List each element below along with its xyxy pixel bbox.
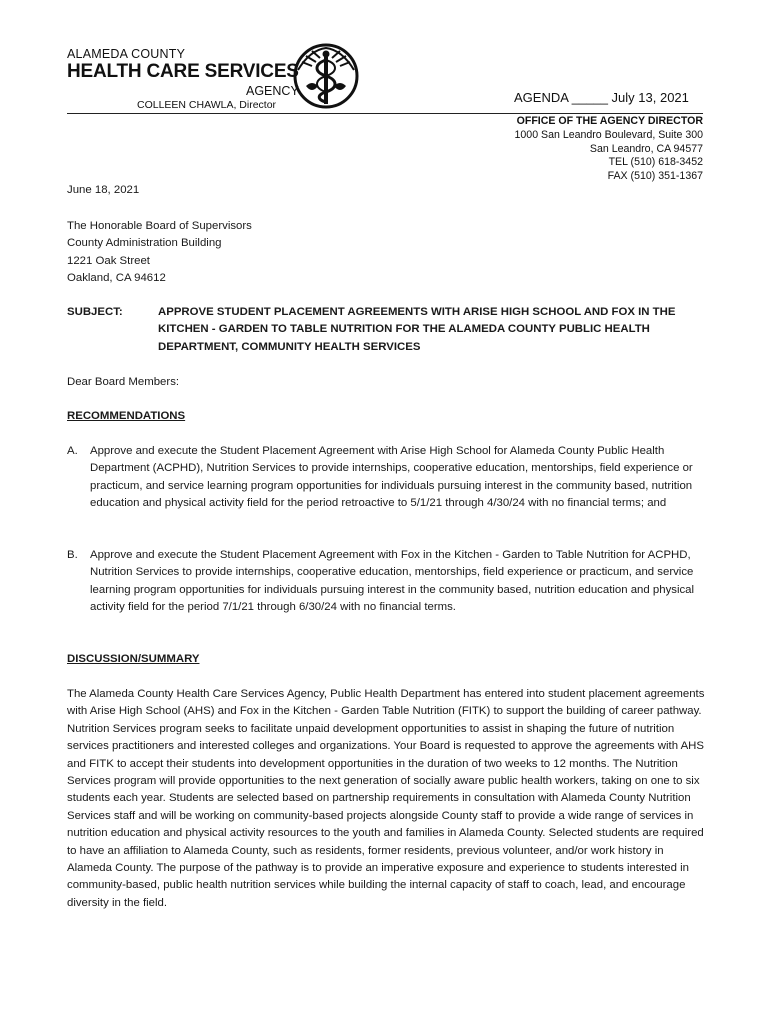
discussion-text: The Alameda County Health Care Services Agency, Public Health Department has entered into student placement agreements with Arise High School (AHS) and Fox in the Kitchen - Garden Table Nutrition (FITK) to support the building of career pathway. Nutrition Services program seeks to facilitate unpaid development opportunities to assist in shaping the future of nutrition services practitioners and interested colleges and organizations. Your Board is requested to approve the agreements with AHS and FITK to accept their students into development opportunities in the duration of two weeks to 12 months. The Nutrition Services program will provide opportunities to the next generation of socially aware public health workers, taking on one to six students each year. Students are selected based on partnership requirements in consultation with Alameda County Nutrition Services staff and will be working on community-based projects alongside County staff to provide a wide range of services in nutrition education and physical activity resources to the youth and families in Alameda County. Selected students are required to have an affiliation to Alameda County, such as residents, former residents, previous volunteer, and/or work history in Alameda County. The purpose of the pathway is to provide an imperative exposure and experience to students interested in community-based, public health nutrition services while building the internal capacity of staff to coach, lead, and encourage diversity in the field. — [67, 688, 705, 909]
addressee-line: 1221 Oak Street — [67, 254, 150, 267]
letter-date: June 18, 2021 — [67, 184, 140, 196]
subject-text: APPROVE STUDENT PLACEMENT AGREEMENTS WITH ARISE HIGH SCHOOL AND FOX IN THE KITCHEN - GARDEN TO TABLE NUTRITION FOR THE ALAMEDA COUNTY PUBLIC HEALTH DEPARTMENT, COMMUNITY HEALTH SERVICES — [158, 306, 676, 353]
recommendation-b-letter: B. — [67, 549, 78, 561]
office-city-line: San Leandro, CA 94577 — [589, 142, 703, 155]
agency-seal-logo — [292, 40, 360, 112]
addressee-line: Oakland, CA 94612 — [67, 272, 166, 285]
recommendation-a-text: Approve and execute the Student Placement Agreement with Arise High School for Alameda County Public Health Department (ACPHD), Nutrition Services to provide internships, cooperative education, mentorships, field experience or practicum, and service learning program opportunities for individuals pursuing interest in the community based, nutrition education and physical activity field for the period retroactive to 5/1/21 through 4/30/24 with no financial terms; and — [90, 445, 693, 510]
addressee-block — [67, 218, 252, 288]
agency-word: AGENCY — [246, 84, 299, 98]
office-fax-line: FAX (510) 351-1367 — [607, 169, 703, 182]
recommendation-b-text: Approve and execute the Student Placement Agreement with Fox in the Kitchen - Garden to Table Nutrition for ACPHD, Nutrition Services to provide internships, cooperative education, mentorships, field experience or practicum, and service learning program opportunities for individuals pursuing interest in the community based, nutrition education and physical activity field for the period 7/1/21 through 6/30/24 with no financial terms. — [90, 549, 695, 614]
director-name: COLLEEN CHAWLA, Director — [137, 99, 277, 111]
office-tel-line: TEL (510) 618-3452 — [608, 156, 703, 169]
addressee-line: The Honorable Board of Supervisors — [67, 220, 252, 232]
subject-label: SUBJECT: — [67, 306, 123, 318]
county-name: ALAMEDA COUNTY — [67, 47, 186, 61]
agency-name: HEALTH CARE SERVICES — [67, 61, 299, 82]
addressee-line: County Administration Building — [67, 237, 222, 250]
agenda-date: AGENDA _____ July 13, 2021 — [514, 90, 689, 105]
office-title: OFFICE OF THE AGENCY DIRECTOR — [516, 115, 703, 127]
office-address-line: 1000 San Leandro Boulevard, Suite 300 — [514, 129, 703, 141]
recommendation-a-letter: A. — [67, 445, 78, 457]
discussion-heading: DISCUSSION/SUMMARY — [67, 653, 200, 665]
office-address — [515, 129, 703, 183]
recommendations-heading: RECOMMENDATIONS — [67, 410, 186, 422]
salutation: Dear Board Members: — [67, 376, 180, 388]
header-divider — [67, 113, 703, 114]
